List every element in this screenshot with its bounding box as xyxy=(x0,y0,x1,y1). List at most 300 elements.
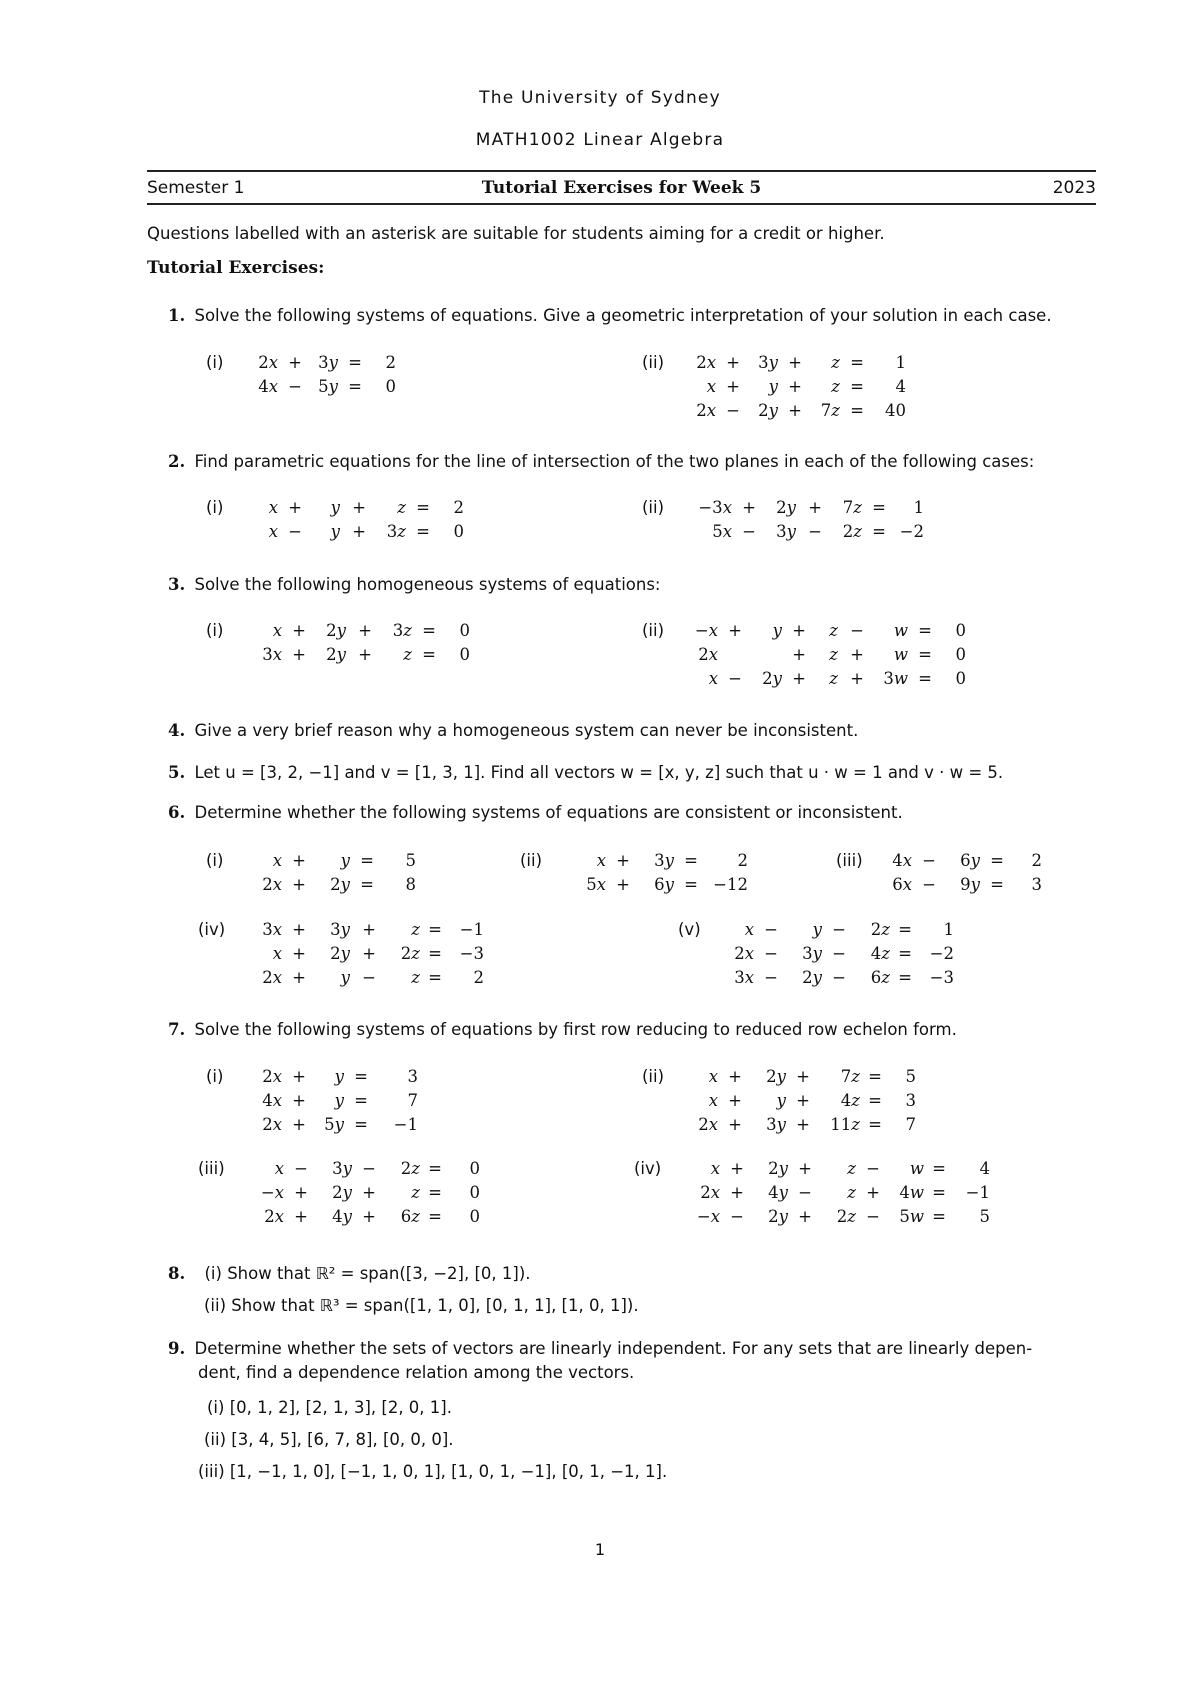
section-title: Tutorial Exercises: xyxy=(147,258,325,278)
question-number: 8. xyxy=(168,1264,186,1283)
question-number: 6. xyxy=(168,803,186,822)
equation-term: + xyxy=(792,669,806,688)
equation-term: z xyxy=(411,920,420,939)
equation-term: w xyxy=(893,645,908,664)
equation-term: + xyxy=(362,1207,376,1226)
equation-term: = xyxy=(918,669,932,688)
equation-term: z xyxy=(829,621,838,640)
equation-term: z xyxy=(411,1183,420,1202)
equation-term: −1 xyxy=(393,1115,418,1134)
equation-term: z xyxy=(397,498,406,517)
equation-term: = xyxy=(932,1207,946,1226)
equation-system xyxy=(634,1159,994,1231)
equation-term: − xyxy=(728,669,742,688)
equation-term: 4x xyxy=(258,377,278,396)
equation-term: = xyxy=(868,1091,882,1110)
system-label: (iii) xyxy=(198,1159,225,1178)
equation-term: x xyxy=(272,621,282,640)
equation-term: + xyxy=(742,498,756,517)
equation-term: − xyxy=(288,522,302,541)
equation-term: −3x xyxy=(698,498,732,517)
equation-term: 4z xyxy=(840,1091,860,1110)
equation-term: + xyxy=(292,920,306,939)
equation-term: 3y xyxy=(318,353,338,372)
equation-term: 2y xyxy=(802,968,822,987)
equation-term: 5 xyxy=(405,851,416,870)
equation-term: + xyxy=(362,1183,376,1202)
equation-term: y xyxy=(330,522,340,541)
question-4 xyxy=(168,719,858,743)
equation-term: 2x xyxy=(262,875,282,894)
equation-term: 5w xyxy=(899,1207,924,1226)
equation-term: + xyxy=(616,875,630,894)
equation-term: y xyxy=(340,968,350,987)
equation-term: + xyxy=(866,1183,880,1202)
bottom-rule xyxy=(147,203,1096,205)
equation-term: −x xyxy=(260,1183,284,1202)
question-3 xyxy=(168,573,661,597)
equation-term: y xyxy=(330,498,340,517)
equation-term: + xyxy=(292,645,306,664)
equation-term: 6y xyxy=(960,851,980,870)
equation-term: −x xyxy=(696,1207,720,1226)
equation-system xyxy=(198,1159,484,1231)
equation-term: = xyxy=(354,1115,368,1134)
equation-term: x xyxy=(708,1067,718,1086)
equation-term: −x xyxy=(694,621,718,640)
equation-system xyxy=(206,353,400,401)
equation-term: 7 xyxy=(905,1115,916,1134)
equation-term: + xyxy=(798,1159,812,1178)
equation-term: 3 xyxy=(407,1067,418,1086)
semester-label: Semester 1 xyxy=(147,178,245,198)
equation-term: 2y xyxy=(776,498,796,517)
equation-term: x xyxy=(708,669,718,688)
equation-term: 0 xyxy=(453,522,464,541)
equation-term: = xyxy=(850,401,864,420)
equation-term: − xyxy=(726,401,740,420)
list-item: (ii) [3, 4, 5], [6, 7, 8], [0, 0, 0]. xyxy=(204,1430,454,1449)
equation-term: + xyxy=(808,498,822,517)
equation-term: + xyxy=(292,968,306,987)
equation-system xyxy=(198,920,488,992)
equation-term: + xyxy=(730,1183,744,1202)
equation-term: 2y xyxy=(758,401,778,420)
question-number: 4. xyxy=(168,721,186,740)
question-text: Solve the following systems of equations by first row reducing to reduced row echelon form. xyxy=(194,1020,957,1039)
equation-term: + xyxy=(362,944,376,963)
equation-term: = xyxy=(348,377,362,396)
equation-term: x xyxy=(706,377,716,396)
equation-term: w xyxy=(909,1159,924,1178)
question-6 xyxy=(168,801,903,825)
equation-term: z xyxy=(831,377,840,396)
equation-term: x xyxy=(708,1091,718,1110)
equation-term: 4y xyxy=(768,1183,788,1202)
equation-term: + xyxy=(728,621,742,640)
equation-term: x xyxy=(268,522,278,541)
equation-term: = xyxy=(428,944,442,963)
equation-system xyxy=(206,851,420,899)
equation-term: = xyxy=(898,920,912,939)
question-5 xyxy=(168,761,1003,785)
equation-term: + xyxy=(728,1091,742,1110)
equation-term: 4w xyxy=(899,1183,924,1202)
equation-term: 2x xyxy=(258,353,278,372)
equation-term: = xyxy=(428,1159,442,1178)
system-label: (i) xyxy=(206,621,224,640)
equation-term: x xyxy=(274,1159,284,1178)
equation-term: + xyxy=(294,1207,308,1226)
system-label: (i) xyxy=(206,851,224,870)
equation-term: y xyxy=(340,851,350,870)
equation-term: = xyxy=(428,968,442,987)
equation-term: 3z xyxy=(392,621,412,640)
equation-term: 1 xyxy=(943,920,954,939)
equation-term: −3 xyxy=(929,968,954,987)
equation-term: 3x xyxy=(262,645,282,664)
equation-term: = xyxy=(850,377,864,396)
equation-term: + xyxy=(292,1115,306,1134)
equation-term: 2x xyxy=(696,353,716,372)
question-8-part-2: (ii) Show that ℝ³ = span([1, 1, 0], [0, 1, 1], [1, 0, 1]). xyxy=(204,1296,639,1315)
equation-term: z xyxy=(829,645,838,664)
equation-term: 3y xyxy=(330,920,350,939)
equation-term: 0 xyxy=(469,1207,480,1226)
equation-term: + xyxy=(358,645,372,664)
system-label: (i) xyxy=(206,498,224,517)
equation-term: w xyxy=(893,621,908,640)
equation-term: 5y xyxy=(324,1115,344,1134)
equation-term: 6z xyxy=(400,1207,420,1226)
equation-term: 2z xyxy=(400,944,420,963)
equation-term: = xyxy=(990,851,1004,870)
equation-system xyxy=(642,498,928,546)
equation-term: 3w xyxy=(883,669,908,688)
equation-term: + xyxy=(788,353,802,372)
equation-term: − xyxy=(866,1159,880,1178)
equation-term: 3y xyxy=(776,522,796,541)
system-label: (ii) xyxy=(642,621,665,640)
list-item: (iii) [1, −1, 1, 0], [−1, 1, 0, 1], [1, 0, 1, −1], [0, 1, −1, 1]. xyxy=(198,1462,668,1481)
equation-term: = xyxy=(918,621,932,640)
equation-term: y xyxy=(772,621,782,640)
equation-term: + xyxy=(294,1183,308,1202)
equation-term: − xyxy=(850,621,864,640)
equation-term: 4x xyxy=(262,1091,282,1110)
equation-term: z xyxy=(847,1159,856,1178)
equation-term: 0 xyxy=(469,1159,480,1178)
system-label: (ii) xyxy=(642,353,665,372)
equation-term: 2 xyxy=(737,851,748,870)
equation-term: = xyxy=(348,353,362,372)
equation-term: 2z xyxy=(836,1207,856,1226)
system-label: (iii) xyxy=(836,851,863,870)
equation-system xyxy=(206,498,468,546)
equation-term: 2y xyxy=(326,621,346,640)
system-label: (ii) xyxy=(520,851,543,870)
equation-term: 40 xyxy=(885,401,906,420)
equation-term: 3z xyxy=(386,522,406,541)
equation-term: + xyxy=(352,522,366,541)
equation-term: + xyxy=(358,621,372,640)
equation-term: = xyxy=(868,1115,882,1134)
equation-term: 4y xyxy=(332,1207,352,1226)
equation-term: + xyxy=(292,875,306,894)
system-label: (v) xyxy=(678,920,701,939)
equation-term: 3y xyxy=(332,1159,352,1178)
equation-term: x xyxy=(710,1159,720,1178)
equation-term: 2y xyxy=(332,1183,352,1202)
system-label: (i) xyxy=(206,353,224,372)
equation-term: + xyxy=(292,1067,306,1086)
equation-term: 4x xyxy=(892,851,912,870)
equation-term: = xyxy=(360,875,374,894)
year-label: 2023 xyxy=(1052,178,1096,198)
question-text: Solve the following systems of equations. Give a geometric interpretation of your solution in each case. xyxy=(194,306,1052,325)
equation-term: 3 xyxy=(1031,875,1042,894)
equation-term: −1 xyxy=(965,1183,990,1202)
question-text: Let u = [3, 2, −1] and v = [1, 3, 1]. Find all vectors w = [x, y, z] such that u · w = 1 and v · w = 5. xyxy=(194,763,1004,782)
equation-term: − xyxy=(742,522,756,541)
equation-term: y xyxy=(776,1091,786,1110)
equation-term: 3y xyxy=(766,1115,786,1134)
equation-term: 2 xyxy=(1031,851,1042,870)
info-bar xyxy=(147,178,1096,202)
equation-term: = xyxy=(872,498,886,517)
question-1 xyxy=(168,304,1052,328)
equation-term: 2y xyxy=(330,875,350,894)
equation-term: + xyxy=(288,353,302,372)
equation-term: − xyxy=(362,968,376,987)
equation-term: 2y xyxy=(766,1067,786,1086)
equation-term: 0 xyxy=(469,1183,480,1202)
equation-term: − xyxy=(294,1159,308,1178)
equation-term: 2x xyxy=(262,1115,282,1134)
equation-term: − xyxy=(922,851,936,870)
equation-term: z xyxy=(829,669,838,688)
equation-term: 4z xyxy=(870,944,890,963)
page-number: 1 xyxy=(594,1540,606,1559)
equation-term: − xyxy=(764,944,778,963)
equation-term: + xyxy=(728,1115,742,1134)
equation-term: + xyxy=(788,401,802,420)
equation-term: 7 xyxy=(407,1091,418,1110)
equation-term: − xyxy=(832,944,846,963)
question-8 xyxy=(168,1262,531,1286)
equation-term: 2y xyxy=(768,1159,788,1178)
equation-term: = xyxy=(932,1159,946,1178)
system-label: (iv) xyxy=(634,1159,662,1178)
equation-term: = xyxy=(416,522,430,541)
equation-term: 2z xyxy=(842,522,862,541)
equation-term: 0 xyxy=(459,621,470,640)
equation-term: 6y xyxy=(654,875,674,894)
equation-term: − xyxy=(798,1183,812,1202)
equation-term: 7z xyxy=(820,401,840,420)
question-9 xyxy=(168,1337,1032,1361)
equation-system xyxy=(642,621,970,693)
equation-term: 11z xyxy=(830,1115,860,1134)
question-text: Determine whether the following systems of equations are consistent or inconsistent. xyxy=(194,803,903,822)
equation-term: 5x xyxy=(586,875,606,894)
equation-term: + xyxy=(726,377,740,396)
equation-term: = xyxy=(428,1207,442,1226)
equation-term: − xyxy=(832,920,846,939)
equation-term: 2x xyxy=(262,968,282,987)
equation-term: y xyxy=(812,920,822,939)
equation-term: 3 xyxy=(905,1091,916,1110)
question-number: 3. xyxy=(168,575,186,594)
equation-term: = xyxy=(428,920,442,939)
equation-term: − xyxy=(764,920,778,939)
equation-term: − xyxy=(832,968,846,987)
equation-term: + xyxy=(726,353,740,372)
equation-term: + xyxy=(362,920,376,939)
equation-system xyxy=(206,1067,422,1139)
equation-term: 0 xyxy=(955,669,966,688)
equation-term: + xyxy=(352,498,366,517)
question-7 xyxy=(168,1018,957,1042)
equation-term: 6z xyxy=(870,968,890,987)
equation-term: 2x xyxy=(264,1207,284,1226)
equation-term: 6x xyxy=(892,875,912,894)
equation-term: 2x xyxy=(698,1115,718,1134)
equation-term: x xyxy=(744,920,754,939)
equation-term: z xyxy=(847,1183,856,1202)
equation-term: −3 xyxy=(459,944,484,963)
equation-term: 3x xyxy=(262,920,282,939)
equation-term: x xyxy=(596,851,606,870)
equation-system xyxy=(206,621,474,669)
equation-term: + xyxy=(292,944,306,963)
equation-term: z xyxy=(403,645,412,664)
university-name: The University of Sydney xyxy=(479,88,721,108)
question-9-continued: dent, find a dependence relation among the vectors. xyxy=(198,1363,635,1382)
equation-term: 2x xyxy=(700,1183,720,1202)
list-item: (i) [0, 1, 2], [2, 1, 3], [2, 0, 1]. xyxy=(207,1398,452,1417)
equation-term: y xyxy=(334,1067,344,1086)
equation-term: −2 xyxy=(899,522,924,541)
system-label: (ii) xyxy=(642,498,665,517)
equation-system xyxy=(520,851,752,899)
equation-system xyxy=(678,920,958,992)
question-number: 7. xyxy=(168,1020,186,1039)
equation-term: − xyxy=(362,1159,376,1178)
equation-term: 2z xyxy=(400,1159,420,1178)
equation-term: + xyxy=(850,645,864,664)
question-number: 9. xyxy=(168,1339,186,1358)
equation-term: + xyxy=(796,1067,810,1086)
equation-term: 3x xyxy=(734,968,754,987)
equation-term: 2z xyxy=(870,920,890,939)
equation-term: 8 xyxy=(405,875,416,894)
equation-term: 4 xyxy=(895,377,906,396)
question-text: Determine whether the sets of vectors are linearly independent. For any sets that are linearly depen- xyxy=(194,1339,1033,1358)
question-number: 2. xyxy=(168,452,186,471)
equation-term: 2y xyxy=(330,944,350,963)
equation-system xyxy=(642,353,910,425)
equation-term: 3y xyxy=(654,851,674,870)
equation-term: + xyxy=(288,498,302,517)
equation-term: + xyxy=(850,669,864,688)
equation-term: − xyxy=(730,1207,744,1226)
equation-term: −2 xyxy=(929,944,954,963)
equation-term: = xyxy=(422,645,436,664)
equation-term: 5 xyxy=(905,1067,916,1086)
equation-term: 0 xyxy=(955,621,966,640)
equation-system xyxy=(642,1067,920,1139)
equation-term: = xyxy=(684,875,698,894)
equation-term: + xyxy=(292,851,306,870)
course-title: MATH1002 Linear Algebra xyxy=(475,130,725,150)
equation-term: 3y xyxy=(802,944,822,963)
equation-term: x xyxy=(272,944,282,963)
equation-term: 2y xyxy=(768,1207,788,1226)
equation-term: + xyxy=(616,851,630,870)
equation-term: −1 xyxy=(459,920,484,939)
equation-term: − xyxy=(764,968,778,987)
equation-term: + xyxy=(792,645,806,664)
equation-term: 9y xyxy=(960,875,980,894)
equation-term: z xyxy=(831,353,840,372)
equation-term: + xyxy=(788,377,802,396)
question-text: Solve the following homogeneous systems of equations: xyxy=(194,575,661,594)
equation-term: = xyxy=(360,851,374,870)
equation-term: = xyxy=(932,1183,946,1202)
equation-term: + xyxy=(798,1207,812,1226)
equation-term: = xyxy=(990,875,1004,894)
equation-term: + xyxy=(796,1115,810,1134)
top-rule xyxy=(147,170,1096,172)
equation-term: 5x xyxy=(712,522,732,541)
equation-term: + xyxy=(728,1067,742,1086)
equation-term: 2 xyxy=(473,968,484,987)
equation-term: 2x xyxy=(734,944,754,963)
equation-term: 5y xyxy=(318,377,338,396)
equation-term: = xyxy=(872,522,886,541)
equation-term: 3y xyxy=(758,353,778,372)
equation-term: 4 xyxy=(979,1159,990,1178)
equation-term: 0 xyxy=(955,645,966,664)
equation-term: + xyxy=(792,621,806,640)
question-part: (i) Show that ℝ² = span([3, −2], [0, 1]). xyxy=(204,1264,531,1283)
equation-term: 2y xyxy=(762,669,782,688)
question-number: 1. xyxy=(168,306,186,325)
equation-term: z xyxy=(411,968,420,987)
equation-term: y xyxy=(334,1091,344,1110)
equation-term: = xyxy=(422,621,436,640)
equation-term: − xyxy=(808,522,822,541)
equation-term: −12 xyxy=(713,875,748,894)
intro-text: Questions labelled with an asterisk are suitable for students aiming for a credit or higher. xyxy=(147,224,885,243)
equation-system xyxy=(836,851,1046,899)
equation-term: = xyxy=(898,944,912,963)
equation-term: 7z xyxy=(840,1067,860,1086)
equation-term: y xyxy=(768,377,778,396)
equation-term: = xyxy=(354,1067,368,1086)
equation-term: = xyxy=(684,851,698,870)
question-2 xyxy=(168,450,1034,474)
equation-term: − xyxy=(866,1207,880,1226)
equation-term: + xyxy=(730,1159,744,1178)
equation-term: x xyxy=(268,498,278,517)
equation-term: 2y xyxy=(326,645,346,664)
equation-term: = xyxy=(354,1091,368,1110)
question-number: 5. xyxy=(168,763,186,782)
equation-term: − xyxy=(288,377,302,396)
equation-term: 2 xyxy=(385,353,396,372)
